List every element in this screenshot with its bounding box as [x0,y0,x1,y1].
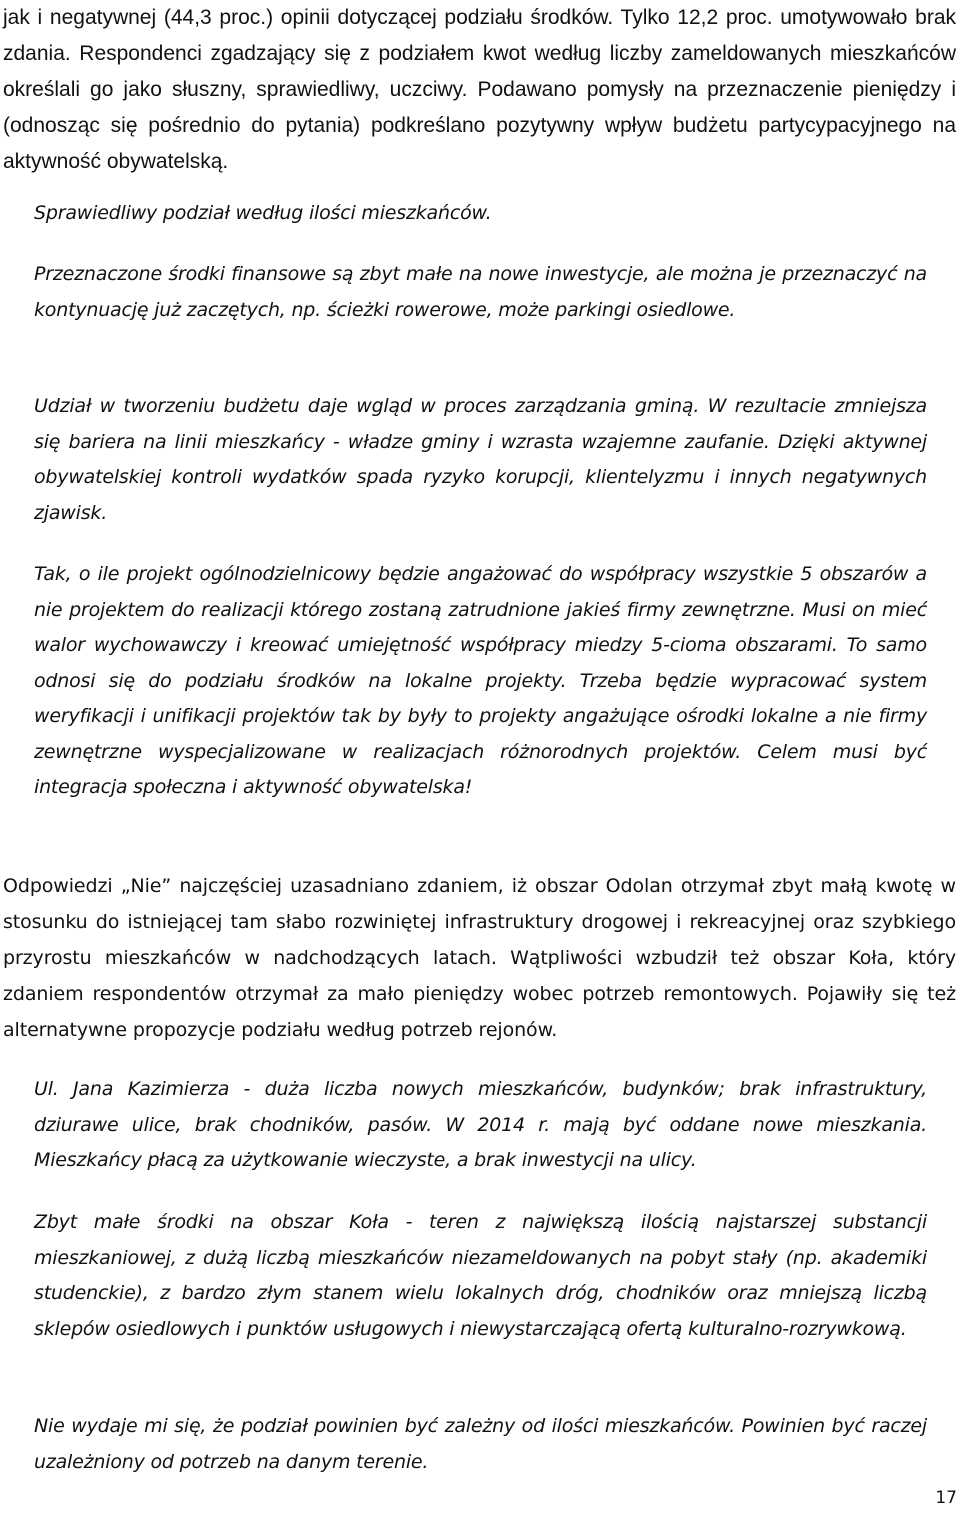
quote-district-project: Tak, o ile projekt ogólnodzielnicowy będzie angażować do współpracy wszystkie 5 obszarów a nie projektem do realizacji którego zostaną zatrudnione jakieś firmy zewnętrzne. Musi on mieć walor wychowawczy i kreować umiejętność współpracy miedzy 5-cioma obszarami. To samo odnosi się do podziału środków na lokalne projekty. Trzeba będzie wypracować system weryfikacji i unifikacji projektów tak by były to projekty angażujące ośrodki lokalne a nie firmy zewnętrzne wyspecjalizowane w realizacjach różnorodnych projektów. Celem musi być integracja społeczna i aktywność obywatelska! [34,563,927,798]
quote-funds-too-small: Przeznaczone środki finansowe są zbyt małe na nowe inwestycje, ale można je przeznaczyć na kontynuację już zaczętych, np. ścieżki rowerowe, może parkingi osiedlowe. [34,263,927,321]
opening-paragraph: jak i negatywnej (44,3 proc.) opinii dotyczącej podziału środków. Tylko 12,2 proc. umotywowało brak zdania. Respondenci zgadzający się z podziałem kwot według liczby zameldowanych mieszkańców określali go jako słuszny, sprawiedliwy, uczciwy. Podawano pomysły na przeznaczenie pieniędzy i (odnosząc się pośrednio do pytania) podkreślano pozytywny wpływ budżetu partycypacyjnego na aktywność obywatelską. [3,6,956,173]
body-paragraph: Odpowiedzi „Nie” najczęściej uzasadniano zdaniem, iż obszar Odolan otrzymał zbyt małą kwotę w stosunku do istniejącej tam słabo rozwiniętej infrastruktury drogowej i rekreacyjnej oraz szybkiego przyrostu mieszkańców w nadchodzących latach. Wątpliwości wzbudził też obszar Koła, który zdaniem respondentów otrzymał za mało pieniędzy wobec potrzeb remontowych. Pojawiły się też alternatywne propozycje podziału według potrzeb rejonów. [3,875,956,1041]
quote-budget-participation: Udział w tworzeniu budżetu daje wgląd w proces zarządzania gminą. W rezultacie zmniejsza się bariera na linii mieszkańcy - władze gminy i wzrasta wzajemne zaufanie. Dzięki aktywnej obywatelskiej kontroli wydatków spada ryzyko korupcji, klientelyzmu i innych negatywnych zjawisk. [34,395,927,524]
quote-division-needs: Nie wydaje mi się, że podział powinien być zależny od ilości mieszkańców. Powinien być raczej uzależniony od potrzeb na danym terenie. [34,1415,927,1473]
quote-kola-area: Zbyt małe środki na obszar Koła - teren z największą ilością najstarszej substancji mieszkaniowej, z dużą liczbą mieszkańców niezameldowanych na pobyt stały (np. akademiki studenckie), z bardzo złym stanem wielu lokalnych dróg, chodników oraz mniejszą liczbą sklepów osiedlowych i punktów usługowych i niewystarczającą ofertą kulturalno-rozrywkową. [34,1211,927,1340]
page-number: 17 [935,1488,957,1508]
quote-jana-kazimierza: Ul. Jana Kazimierza - duża liczba nowych mieszkańców, budynków; brak infrastruktury, dziurawe ulice, brak chodników, pasów. W 2014 r. mają być oddane nowe mieszkania. Mieszkańcy płacą za użytkowanie wieczyste, a brak inwestycji na ulicy. [34,1078,927,1171]
quote-fair-division: Sprawiedliwy podział według ilości mieszkańców. [34,202,492,224]
